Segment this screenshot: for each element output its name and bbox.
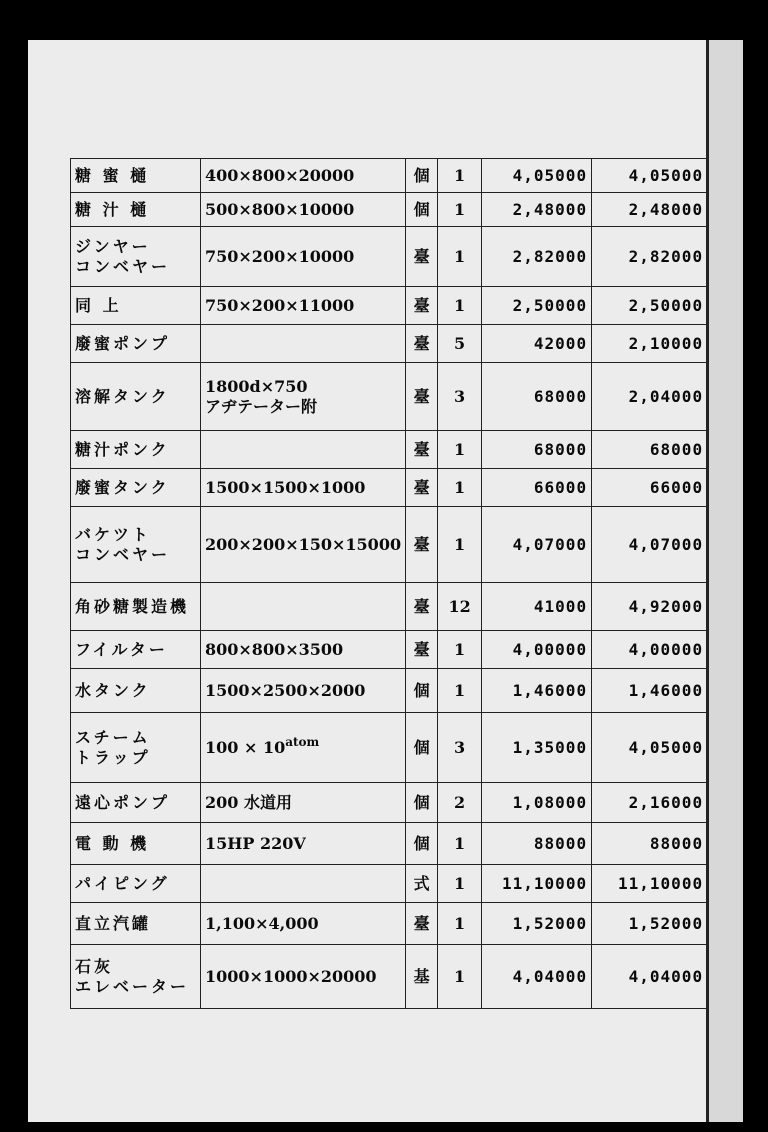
item-name-text: スチーム トラップ [75, 727, 151, 767]
item-spec-text: 750×200×10000 [205, 246, 355, 266]
item-name-cell [71, 631, 201, 669]
item-quantity-text: 1 [454, 873, 466, 893]
unit-price-text: 4,00000 [512, 639, 588, 659]
total-price-text: 2,82000 [628, 246, 704, 266]
unit-price-text: 88000 [533, 833, 588, 853]
table-row [71, 903, 708, 945]
item-unit-cell [406, 469, 438, 507]
item-unit-text: 個 [413, 165, 430, 185]
item-name-text: 廢蜜ポンプ [75, 333, 171, 353]
unit-price-text: 4,04000 [512, 966, 588, 986]
item-unit-text: 臺 [413, 913, 430, 933]
item-unit-cell [406, 669, 438, 713]
item-name-cell [71, 287, 201, 325]
item-spec-cell [201, 159, 406, 193]
unit-price-text: 68000 [533, 439, 588, 459]
item-unit-cell [406, 325, 438, 363]
item-unit-text: 臺 [413, 439, 430, 459]
unit-price-cell [482, 469, 592, 507]
total-price-text: 2,04000 [628, 386, 704, 406]
item-unit-text: 式 [413, 873, 430, 893]
item-quantity-cell [438, 823, 482, 865]
total-price-text: 1,46000 [628, 680, 704, 700]
item-name-text: 糖 汁 樋 [75, 199, 150, 219]
total-price-text: 11,10000 [618, 873, 704, 893]
unit-price-text: 2,82000 [512, 246, 588, 266]
item-name-text: 溶解タンク [75, 386, 170, 406]
item-quantity-text: 1 [454, 439, 466, 459]
unit-price-cell [482, 823, 592, 865]
unit-price-cell [482, 159, 592, 193]
unit-price-text: 1,08000 [512, 792, 588, 812]
total-price-text: 1,52000 [628, 913, 704, 933]
item-name-cell [71, 227, 201, 287]
total-price-cell [592, 583, 708, 631]
unit-price-cell [482, 783, 592, 823]
total-price-text: 2,50000 [628, 295, 704, 315]
unit-price-cell [482, 363, 592, 431]
item-unit-text: 個 [413, 199, 430, 219]
unit-price-cell [482, 583, 592, 631]
item-name-cell [71, 193, 201, 227]
item-name-cell [71, 431, 201, 469]
item-quantity-cell [438, 865, 482, 903]
item-quantity-text: 1 [454, 199, 466, 219]
item-spec-cell [201, 227, 406, 287]
item-quantity-cell [438, 507, 482, 583]
item-spec-cell [201, 903, 406, 945]
item-unit-cell [406, 193, 438, 227]
total-price-cell [592, 865, 708, 903]
item-spec-cell [201, 325, 406, 363]
total-price-cell [592, 669, 708, 713]
item-quantity-cell [438, 903, 482, 945]
unit-price-text: 68000 [533, 386, 588, 406]
item-unit-cell [406, 865, 438, 903]
total-price-cell [592, 469, 708, 507]
unit-price-cell [482, 669, 592, 713]
item-unit-text: 臺 [413, 333, 430, 353]
item-quantity-text: 1 [454, 639, 466, 659]
total-price-cell [592, 945, 708, 1009]
unit-price-cell [482, 227, 592, 287]
item-unit-cell [406, 713, 438, 783]
unit-price-text: 4,05000 [512, 165, 588, 185]
item-unit-cell [406, 903, 438, 945]
item-name-text: 糖汁ポンク [75, 439, 170, 459]
total-price-text: 4,04000 [628, 966, 704, 986]
unit-price-cell [482, 193, 592, 227]
item-name-text: パイピング [75, 873, 170, 893]
item-name-cell [71, 507, 201, 583]
total-price-cell [592, 903, 708, 945]
unit-price-text: 66000 [533, 477, 588, 497]
item-unit-text: 個 [413, 737, 430, 757]
item-quantity-cell [438, 159, 482, 193]
total-price-text: 4,92000 [628, 596, 704, 616]
item-spec-text: 800×800×3500 [205, 639, 344, 659]
item-quantity-text: 2 [454, 792, 466, 812]
table-row [71, 159, 708, 193]
table-row [71, 363, 708, 431]
item-name-text: 水タンク [75, 680, 151, 700]
item-spec-cell [201, 193, 406, 227]
item-name-text: 遠心ポンプ [75, 792, 171, 812]
item-name-cell [71, 903, 201, 945]
item-name-text: 角砂糖製造機 [75, 596, 190, 616]
table-row [71, 823, 708, 865]
item-name-text: バケツト コンベヤー [75, 524, 171, 564]
item-name-cell [71, 823, 201, 865]
unit-price-cell [482, 507, 592, 583]
item-spec-text: 100 × 10 [205, 737, 286, 757]
item-unit-text: 臺 [413, 596, 430, 616]
total-price-text: 88000 [649, 833, 704, 853]
item-name-text: 廢蜜タンク [75, 477, 170, 497]
item-quantity-text: 12 [448, 596, 471, 616]
item-name-cell [71, 783, 201, 823]
unit-price-text: 41000 [533, 596, 588, 616]
item-name-cell [71, 713, 201, 783]
item-name-cell [71, 865, 201, 903]
item-unit-text: 臺 [413, 246, 430, 266]
item-quantity-cell [438, 583, 482, 631]
table-row [71, 193, 708, 227]
unit-price-text: 4,07000 [512, 534, 588, 554]
total-price-cell [592, 227, 708, 287]
item-unit-text: 基 [413, 966, 430, 986]
total-price-cell [592, 713, 708, 783]
unit-price-text: 2,48000 [512, 199, 588, 219]
table-row [71, 713, 708, 783]
total-price-cell [592, 159, 708, 193]
item-spec-text: 400×800×20000 [205, 165, 355, 185]
table-row [71, 469, 708, 507]
item-quantity-text: 1 [454, 966, 466, 986]
item-spec-text: 200×200×150×15000 [205, 534, 402, 554]
item-name-cell [71, 669, 201, 713]
item-spec-text: 15HP 220V [205, 833, 306, 853]
item-spec-text: 1,100×4,000 [205, 913, 319, 933]
item-name-text: 電 動 機 [75, 833, 150, 853]
total-price-text: 66000 [649, 477, 704, 497]
item-unit-cell [406, 431, 438, 469]
spec-superscript: atom [285, 734, 320, 749]
item-unit-text: 臺 [413, 295, 430, 315]
item-quantity-cell [438, 325, 482, 363]
item-name-cell [71, 583, 201, 631]
item-quantity-text: 1 [454, 913, 466, 933]
total-price-text: 2,16000 [628, 792, 704, 812]
item-quantity-cell [438, 945, 482, 1009]
item-name-text: 同 上 [75, 295, 122, 315]
table-row [71, 669, 708, 713]
item-quantity-cell [438, 631, 482, 669]
item-unit-cell [406, 227, 438, 287]
item-quantity-text: 1 [454, 246, 466, 266]
item-spec-cell [201, 669, 406, 713]
table-row [71, 945, 708, 1009]
item-quantity-text: 3 [454, 737, 466, 757]
item-name-text: ジンヤー コンベヤー [75, 236, 171, 276]
total-price-cell [592, 287, 708, 325]
unit-price-text: 2,50000 [512, 295, 588, 315]
unit-price-cell [482, 865, 592, 903]
item-quantity-text: 3 [454, 386, 466, 406]
item-unit-text: 臺 [413, 477, 430, 497]
item-spec-text: 750×200×11000 [205, 295, 355, 315]
total-price-text: 2,10000 [628, 333, 704, 353]
unit-price-cell [482, 631, 592, 669]
total-price-cell [592, 193, 708, 227]
item-unit-text: 個 [413, 833, 430, 853]
unit-price-text: 1,46000 [512, 680, 588, 700]
item-quantity-text: 1 [454, 165, 466, 185]
total-price-text: 2,48000 [628, 199, 704, 219]
item-spec-text: 200 水道用 [205, 792, 292, 812]
item-quantity-cell [438, 227, 482, 287]
unit-price-text: 42000 [533, 333, 588, 353]
table-row [71, 865, 708, 903]
item-spec-cell [201, 583, 406, 631]
item-spec-text: 500×800×10000 [205, 199, 355, 219]
item-spec-text: 1500×1500×1000 [205, 477, 366, 497]
table-row [71, 431, 708, 469]
table-row [71, 325, 708, 363]
item-spec-cell [201, 945, 406, 1009]
table-row [71, 783, 708, 823]
unit-price-cell [482, 431, 592, 469]
item-name-text: 直立汽罐 [75, 913, 152, 933]
item-spec-text: 1500×2500×2000 [205, 680, 366, 700]
item-quantity-text: 5 [454, 333, 466, 353]
item-spec-text: 1800d×750 アヂテーター附 [205, 376, 318, 416]
total-price-cell [592, 783, 708, 823]
item-quantity-cell [438, 363, 482, 431]
item-name-cell [71, 159, 201, 193]
item-spec-cell [201, 287, 406, 325]
item-unit-text: 臺 [413, 386, 430, 406]
total-price-cell [592, 507, 708, 583]
unit-price-cell [482, 713, 592, 783]
item-unit-cell [406, 631, 438, 669]
page-edge [706, 40, 743, 1122]
item-quantity-cell [438, 713, 482, 783]
item-quantity-text: 1 [454, 680, 466, 700]
item-quantity-cell [438, 287, 482, 325]
total-price-text: 4,00000 [628, 639, 704, 659]
item-unit-cell [406, 159, 438, 193]
item-quantity-text: 1 [454, 833, 466, 853]
total-price-cell [592, 431, 708, 469]
item-name-cell [71, 325, 201, 363]
item-spec-cell [201, 783, 406, 823]
total-price-text: 4,05000 [628, 165, 704, 185]
item-name-text: フイルター [75, 639, 168, 659]
item-quantity-text: 1 [454, 477, 466, 497]
item-quantity-cell [438, 669, 482, 713]
item-spec-cell [201, 631, 406, 669]
item-quantity-cell [438, 431, 482, 469]
item-quantity-cell [438, 193, 482, 227]
total-price-text: 4,05000 [628, 737, 704, 757]
item-quantity-text: 1 [454, 534, 466, 554]
item-unit-cell [406, 583, 438, 631]
item-unit-text: 個 [413, 680, 430, 700]
item-unit-cell [406, 287, 438, 325]
item-unit-text: 臺 [413, 534, 430, 554]
unit-price-text: 1,52000 [512, 913, 588, 933]
total-price-cell [592, 363, 708, 431]
unit-price-cell [482, 903, 592, 945]
table-row [71, 507, 708, 583]
item-spec-text: 1000×1000×20000 [205, 966, 377, 986]
item-unit-cell [406, 945, 438, 1009]
item-unit-cell [406, 823, 438, 865]
total-price-text: 4,07000 [628, 534, 704, 554]
item-name-cell [71, 945, 201, 1009]
table-row [71, 583, 708, 631]
item-quantity-text: 1 [454, 295, 466, 315]
total-price-cell [592, 823, 708, 865]
item-name-text: 糖 蜜 樋 [75, 165, 150, 185]
item-unit-cell [406, 363, 438, 431]
item-spec-cell [201, 823, 406, 865]
unit-price-cell [482, 325, 592, 363]
unit-price-cell [482, 945, 592, 1009]
item-spec-cell [201, 713, 406, 783]
item-spec-cell [201, 363, 406, 431]
equipment-price-table [70, 158, 708, 1009]
item-quantity-cell [438, 469, 482, 507]
table-row [71, 631, 708, 669]
item-spec-cell [201, 469, 406, 507]
total-price-cell [592, 325, 708, 363]
item-spec-cell [201, 507, 406, 583]
item-unit-cell [406, 507, 438, 583]
item-spec-cell [201, 431, 406, 469]
item-name-text: 石灰 エレベーター [75, 956, 190, 996]
item-unit-text: 臺 [413, 639, 430, 659]
total-price-text: 68000 [649, 439, 704, 459]
unit-price-cell [482, 287, 592, 325]
unit-price-text: 11,10000 [502, 873, 588, 893]
total-price-cell [592, 631, 708, 669]
unit-price-text: 1,35000 [512, 737, 588, 757]
table-row [71, 227, 708, 287]
item-name-cell [71, 363, 201, 431]
item-unit-text: 個 [413, 792, 430, 812]
item-unit-cell [406, 783, 438, 823]
table-row [71, 287, 708, 325]
item-spec-cell [201, 865, 406, 903]
item-quantity-cell [438, 783, 482, 823]
item-name-cell [71, 469, 201, 507]
